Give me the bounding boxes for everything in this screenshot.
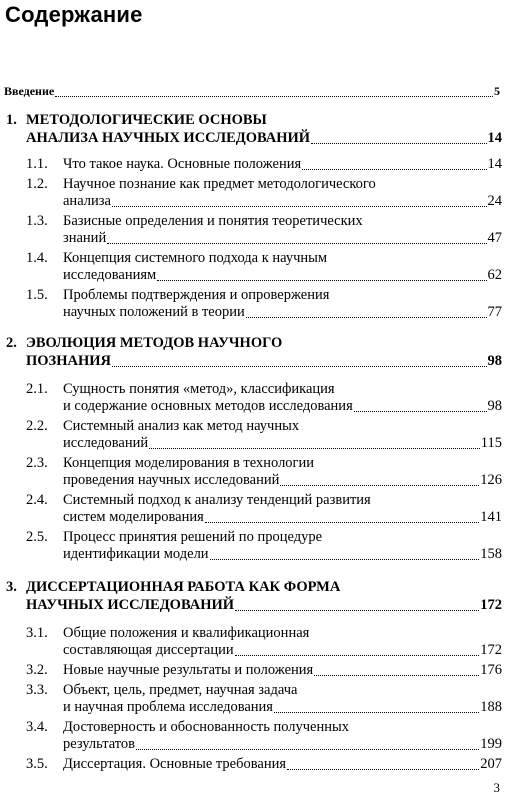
chapter-title: ДИССЕРТАЦИОННАЯ РАБОТА КАК ФОРМА [26,579,341,595]
toc-entry-page: 172 [480,597,502,613]
toc-entry-chapter[interactable] [26,130,502,147]
leader-dots [311,143,486,144]
toc-entry-page: 115 [480,435,502,451]
toc-entry-intro[interactable] [4,83,500,100]
section-number: 1.2. [26,176,48,192]
toc-entry-section[interactable] [63,699,502,716]
section-number: 3.4. [26,719,48,735]
section-title: Научное познание как предмет методологического [63,176,376,192]
chapter-number: 1. [6,112,17,128]
chapter-number: 2. [6,335,17,351]
section-title: составляющая диссертации [63,642,234,658]
section-title: Общие положения и квалификационная [63,625,310,641]
section-title: Объект, цель, предмет, научная задача [63,682,298,698]
section-number: 2.1. [26,381,48,397]
toc-entry-section[interactable] [63,398,502,415]
chapter-title: НАУЧНЫХ ИССЛЕДОВАНИЙ [26,597,235,613]
toc-entry-section[interactable] [63,546,502,563]
toc-entry-page: 5 [494,84,500,98]
section-number: 3.5. [26,756,48,772]
toc-entry-page: 141 [480,509,502,525]
leader-dots [274,712,479,713]
toc-entry-page: 126 [480,472,502,488]
section-title: Сущность понятия «метод», классификация [63,381,335,397]
section-number: 1.5. [26,287,48,303]
leader-dots [157,280,486,281]
toc-entry-chapter[interactable] [26,597,502,614]
section-title: Концепция моделирования в технологии [63,455,315,471]
chapter-title: ПОЗНАНИЯ [26,353,111,369]
section-title: Диссертация. Основные требования [63,756,287,772]
toc-entry-chapter[interactable] [26,353,502,370]
section-title: Новые научные результаты и положения [63,662,314,678]
toc-entry-section[interactable] [63,304,502,321]
toc-entry-page: 188 [480,699,502,715]
toc-entry-page: 24 [487,193,502,209]
leader-dots [210,559,480,560]
section-title: Системный анализ как метод научных [63,418,300,434]
section-number: 1.3. [26,213,48,229]
section-number: 3.2. [26,662,48,678]
section-title: результатов [63,736,136,752]
section-title: исследований [63,435,149,451]
section-title: Процесс принятия решений по процедуре [63,529,323,545]
leader-dots [112,206,487,207]
leader-dots [107,243,486,244]
toc-entry-section[interactable] [63,156,502,173]
leader-dots [112,366,487,367]
chapter-number: 3. [6,579,17,595]
section-title: проведения научных исследований [63,472,280,488]
leader-dots [280,485,479,486]
leader-dots [354,411,487,412]
toc-entry-section[interactable] [63,509,502,526]
toc-entry-section[interactable] [63,642,502,659]
section-title: идентификации модели [63,546,209,562]
leader-dots [287,769,479,770]
chapter-title: МЕТОДОЛОГИЧЕСКИЕ ОСНОВЫ [26,112,267,128]
toc-entry-section[interactable] [63,756,502,773]
leader-dots [205,522,479,523]
toc-entry-page: 176 [480,662,502,678]
section-title: Что такое наука. Основные положения [63,156,302,172]
toc-entry-page: 62 [487,267,502,283]
leader-dots [235,610,479,611]
section-number: 1.4. [26,250,48,266]
section-title: исследованиям [63,267,157,283]
section-title: Концепция системного подхода к научным [63,250,328,266]
toc-entry-page: 98 [487,398,502,414]
toc-entry-label: Введение [4,84,55,98]
toc-entry-page: 98 [487,353,502,369]
toc-entry-section[interactable] [63,193,502,210]
toc-entry-page: 207 [480,756,502,772]
toc-entry-page: 14 [487,130,502,146]
section-number: 2.2. [26,418,48,434]
leader-dots [136,749,479,750]
section-title: Достоверность и обоснованность полученных [63,719,350,735]
toc-entry-page: 199 [480,736,502,752]
toc-entry-section[interactable] [63,736,502,753]
page-number: 3 [493,780,500,795]
section-title: и содержание основных методов исследования [63,398,353,414]
toc-entry-page: 172 [480,642,502,658]
leader-dots [314,675,479,676]
leader-dots [246,317,487,318]
toc-entry-page: 158 [480,546,502,562]
chapter-title: АНАЛИЗА НАУЧНЫХ ИССЛЕДОВАНИЙ [26,130,311,146]
section-title: научных положений в теории [63,304,245,320]
page-title: Содержание [5,2,143,27]
section-title: Системный подход к анализу тенденций развития [63,492,371,508]
toc-entry-section[interactable] [63,435,502,452]
leader-dots [55,96,493,97]
toc-entry-page: 47 [487,230,502,246]
section-number: 3.3. [26,682,48,698]
section-title: и научная проблема исследования [63,699,273,715]
leader-dots [302,169,486,170]
toc-entry-page: 77 [487,304,502,320]
section-number: 3.1. [26,625,48,641]
toc-entry-page: 14 [487,156,502,172]
section-title: Проблемы подтверждения и опровержения [63,287,330,303]
section-title: Базисные определения и понятия теоретических [63,213,363,229]
section-number: 2.3. [26,455,48,471]
section-number: 1.1. [26,156,48,172]
toc-entry-section[interactable] [63,230,502,247]
section-title: знаний [63,230,107,246]
section-title: систем моделирования [63,509,204,525]
toc-entry-section[interactable] [63,267,502,284]
leader-dots [235,655,480,656]
section-number: 2.5. [26,529,48,545]
chapter-title: ЭВОЛЮЦИЯ МЕТОДОВ НАУЧНОГО [26,335,283,351]
toc-entry-section[interactable] [63,662,502,679]
section-number: 2.4. [26,492,48,508]
section-title: анализа [63,193,111,209]
leader-dots [149,448,480,449]
toc-entry-section[interactable] [63,472,502,489]
